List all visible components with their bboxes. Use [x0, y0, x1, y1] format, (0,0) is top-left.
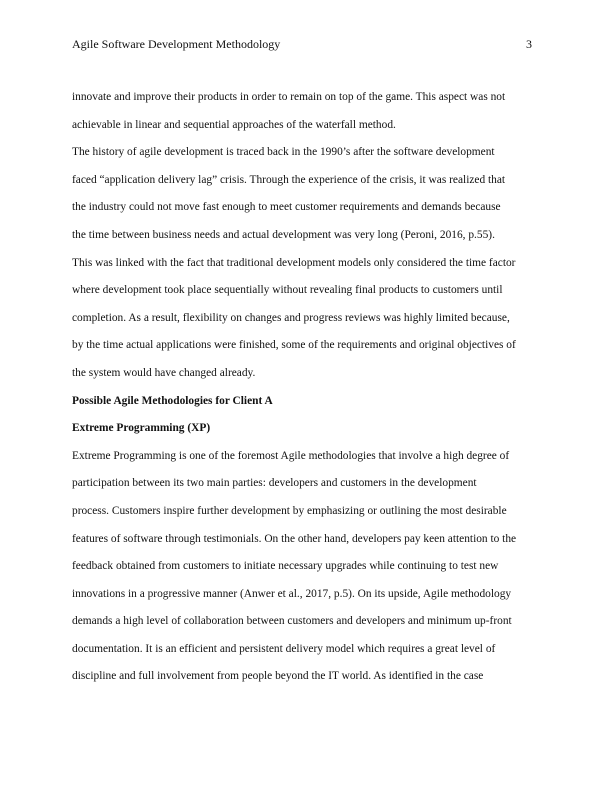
- text-line: innovate and improve their products in order to remain on top of the game. This aspect was not: [72, 91, 506, 103]
- text-line: by the time actual applications were finished, some of the requirements and original objectives of: [72, 339, 516, 352]
- text-line: Extreme Programming is one of the foremost Agile methodologies that involve a high degree of: [72, 449, 510, 462]
- text-line: features of software through testimonials. On the other hand, developers pay keen attention to the: [72, 532, 517, 545]
- text-line: achievable in linear and sequential approaches of the waterfall method.: [72, 118, 396, 131]
- text-line: innovations in a progressive manner (Anwer et al., 2017, p.5). On its upside, Agile methodology: [72, 587, 512, 600]
- text-line: feedback obtained from customers to initiate necessary upgrades while continuing to test new: [72, 560, 499, 573]
- subsection-heading: Extreme Programming (XP): [72, 422, 211, 435]
- document-body: [72, 84, 542, 691]
- text-line: the industry could not move fast enough to meet customer requirements and demands because: [72, 201, 501, 214]
- paragraph-extreme-programming: [72, 443, 542, 691]
- paragraph-intro-continuation: [72, 84, 542, 139]
- text-line: the system would have changed already.: [72, 366, 256, 379]
- text-line: participation between its two main parties: developers and customers in the development: [72, 477, 477, 490]
- text-line: where development took place sequentially without revealing final products to customers until: [72, 284, 503, 297]
- section-heading: Possible Agile Methodologies for Client A: [72, 394, 273, 407]
- page-number: 3: [526, 37, 532, 51]
- paragraph-history: [72, 139, 542, 387]
- text-line: This was linked with the fact that traditional development models only considered the time factor: [72, 256, 516, 269]
- text-line: completion. As a result, flexibility on changes and progress reviews was highly limited because,: [72, 311, 510, 324]
- text-line: the time between business needs and actual development was very long (Peroni, 2016, p.55).: [72, 228, 495, 241]
- running-head: Agile Software Development Methodology: [72, 37, 281, 51]
- text-line: The history of agile development is traced back in the 1990’s after the software development: [72, 146, 495, 159]
- text-line: discipline and full involvement from people beyond the IT world. As identified in the case: [72, 670, 484, 683]
- text-line: process. Customers inspire further development by emphasizing or outlining the most desirable: [72, 504, 507, 517]
- text-line: faced “application delivery lag” crisis. Through the experience of the crisis, it was realized that: [72, 173, 506, 186]
- text-line: demands a high level of collaboration between customers and developers and minimum up-front: [72, 615, 512, 628]
- text-line: documentation. It is an efficient and persistent delivery model which requires a great level of: [72, 642, 496, 655]
